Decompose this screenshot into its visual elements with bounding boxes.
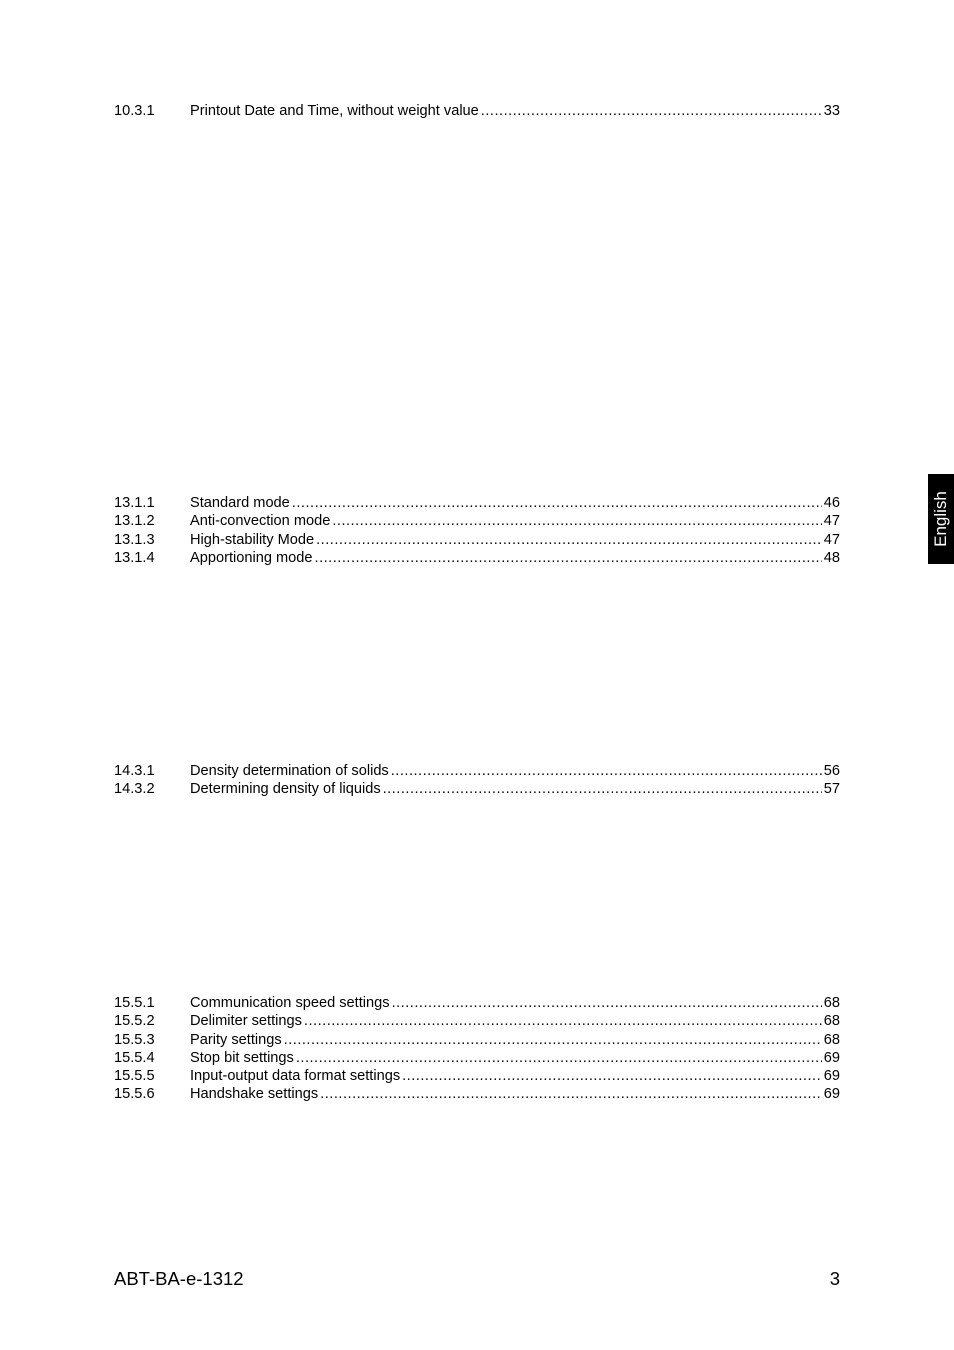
toc-entry-title: Anti-convection mode	[190, 513, 331, 530]
toc-entry-page: 68	[823, 995, 840, 1011]
toc-entry-title: High-stability Mode	[190, 531, 315, 548]
toc-entry-title: Handshake settings	[190, 1086, 319, 1103]
toc-entry-number: 10.3.1	[114, 103, 155, 119]
toc-entry-title: Determining density of liquids	[190, 781, 381, 798]
toc-entry[interactable]	[114, 494, 840, 512]
toc-leader-dots	[391, 762, 822, 780]
toc-entry-number: 13.1.2	[114, 513, 155, 530]
toc-entry-title: Delimiter settings	[190, 1013, 302, 1030]
language-tab-label: English	[931, 491, 950, 547]
toc-section-13	[114, 494, 840, 567]
toc-entry-number: 13.1.3	[114, 531, 155, 548]
toc-entry[interactable]	[114, 1085, 840, 1103]
toc-leader-dots	[320, 1085, 822, 1103]
toc-entry[interactable]	[114, 531, 840, 549]
toc-entry-number: 15.5.5	[114, 1068, 155, 1085]
toc-entry-page: 68	[823, 1013, 840, 1030]
toc-entry-number: 15.5.3	[114, 1031, 155, 1048]
toc-entry[interactable]	[114, 549, 840, 567]
toc-entry[interactable]	[114, 102, 840, 120]
toc-entry-page: 57	[823, 781, 840, 798]
toc-entry[interactable]	[114, 780, 840, 798]
toc-entry-title: Printout Date and Time, without weight value	[190, 103, 479, 119]
toc-leader-dots	[392, 994, 822, 1012]
toc-entry-title: Density determination of solids	[190, 763, 389, 779]
toc-entry-page: 33	[823, 103, 840, 119]
toc-entry-title: Parity settings	[190, 1031, 282, 1048]
toc-leader-dots	[284, 1031, 822, 1049]
toc-entry-title: Communication speed settings	[190, 995, 390, 1011]
toc-entry[interactable]	[114, 1031, 840, 1049]
toc-entry-page: 56	[823, 763, 840, 779]
toc-entry-title: Apportioning mode	[190, 549, 313, 566]
toc-entry[interactable]	[114, 994, 840, 1012]
toc-entry[interactable]	[114, 512, 840, 530]
toc-leader-dots	[316, 531, 822, 549]
toc-entry-title: Standard mode	[190, 495, 290, 511]
toc-entry-page: 47	[823, 513, 840, 530]
toc-leader-dots	[332, 512, 821, 530]
toc-leader-dots	[402, 1067, 822, 1085]
toc-leader-dots	[481, 102, 822, 120]
toc-section-14	[114, 762, 840, 799]
toc-entry-number: 15.5.1	[114, 995, 155, 1011]
toc-entry-number: 13.1.4	[114, 549, 155, 566]
document-code: ABT-BA-e-1312	[114, 1268, 244, 1289]
toc-leader-dots	[383, 780, 822, 798]
page-number: 3	[829, 1268, 840, 1289]
toc-entry-number: 14.3.2	[114, 781, 155, 798]
toc-entry-number: 14.3.1	[114, 763, 155, 779]
toc-leader-dots	[296, 1049, 822, 1067]
toc-entry-page: 46	[823, 495, 840, 511]
toc-entry-page: 69	[823, 1086, 840, 1103]
toc-entry-page: 68	[823, 1031, 840, 1048]
language-tab	[928, 474, 954, 564]
toc-entry[interactable]	[114, 1049, 840, 1067]
toc-leader-dots	[304, 1012, 822, 1030]
toc-leader-dots	[292, 494, 822, 512]
toc-entry-number: 15.5.6	[114, 1086, 155, 1103]
toc-entry[interactable]	[114, 1067, 840, 1085]
toc-entry-page: 69	[823, 1068, 840, 1085]
toc-entry-page: 69	[823, 1049, 840, 1066]
toc-entry-number: 15.5.2	[114, 1013, 155, 1030]
toc-entry[interactable]	[114, 762, 840, 780]
toc-entry-page: 48	[823, 549, 840, 566]
toc-entry-title: Stop bit settings	[190, 1049, 294, 1066]
toc-entry-page: 47	[823, 531, 840, 548]
toc-section-15	[114, 994, 840, 1104]
toc-entry-title: Input-output data format settings	[190, 1068, 401, 1085]
toc-section-10	[114, 102, 840, 120]
toc-leader-dots	[315, 549, 822, 567]
toc-entry-number: 13.1.1	[114, 495, 155, 511]
toc-entry-number: 15.5.4	[114, 1049, 155, 1066]
toc-entry[interactable]	[114, 1012, 840, 1030]
